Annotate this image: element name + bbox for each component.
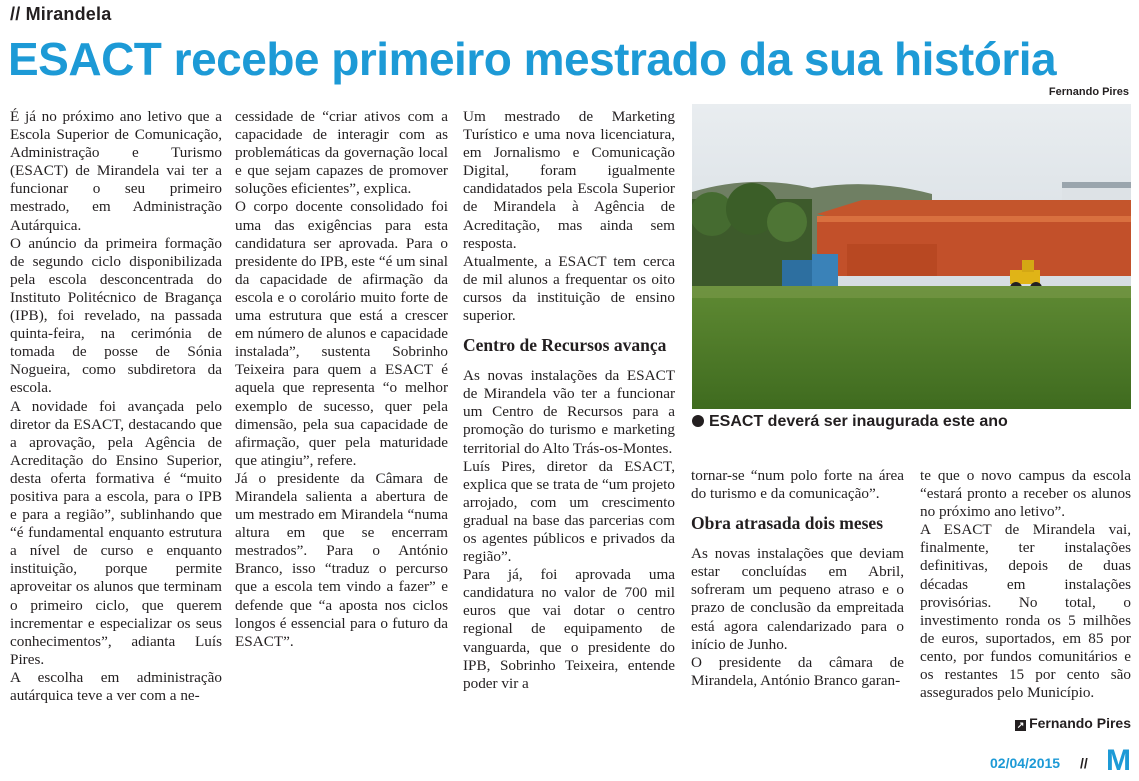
article-column-4 [691,467,904,690]
subheading-obra-atrasada: Obra atrasada dois meses [691,513,884,534]
footer-date: 02/04/2015 [990,755,1061,771]
publication-logo: M [1106,744,1131,777]
article-column-1 [10,108,222,705]
paragraph: tornar-se “num polo forte na área do turismo e da comunicação”. [691,467,904,503]
paragraph: É já no próximo ano letivo que a Escola Superior de Comunicação, Administração e Turismo (ESACT) de Mirandela vai ter a funcionar o seu primeiro mestrado, em Administração Autárquica. [10,108,222,234]
photo-caption [692,413,1008,431]
paragraph: Já o presidente da Câmara de Mirandela salienta a abertura de um mestrado em Mirandela “numa altura em que se encerram mestrados”. Para o António Branco, isso “traduz o percurso que a escola tem vindo a fazer” e defende que “a aposta nos ciclos longos é essencial para o futuro da ESACT”. [235,469,448,650]
bullet-icon [692,415,704,427]
headline: ESACT recebe primeiro mestrado da sua história [8,33,1057,85]
author-signature [1015,715,1131,731]
section-label: // Mirandela [10,4,112,24]
article-column-3 [463,108,675,693]
article-column-2 [235,108,448,651]
paragraph: A ESACT de Mirandela vai, finalmente, ter instalações definitivas, depois de duas décadas em instalações provisórias. No total, o investimento ronda os 5 milhões de euros, suportados, em 85 por cento, por fundos comunitários e os restantes 15 por cento são assegurados pelo Município. [920,521,1131,702]
paragraph: As novas instalações da ESACT de Mirandela vão ter a funcionar um Centro de Recursos para a promoção do turismo e marketing territorial do Alto Trás-os-Montes. [463,367,675,457]
paragraph: O presidente da câmara de Mirandela, António Branco garan- [691,653,904,689]
paragraph: Um mestrado de Marketing Turístico e uma nova licenciatura, em Jornalismo e Comunicação Digital, foram igualmente candidatados pela Escola Superior de Mirandela à Agência de Acreditação, mas ainda sem resposta. [463,108,675,252]
footer-separator: // [1080,755,1088,771]
paragraph: As novas instalações que deviam estar concluídas em Abril, sofreram um pequeno atraso e o prazo de conclusão da empreitada está agora calendarizado para o início de Junho. [691,545,904,653]
paragraph: A escolha em administração autárquica teve a ver com a ne- [10,668,222,704]
caption-text: ESACT deverá ser inaugurada este ano [709,413,1008,430]
paragraph: te que o novo campus da escola “estará pronto a receber os alunos no próximo ano letivo”. [920,467,1131,521]
paragraph: O anúncio da primeira formação de segundo ciclo disponibilizada pela escola desconcentrada do Instituto Politécnico de Bragança (IPB), foi revelado, na passada quinta-feira, na cerimónia de tomada de posse de Sónia Nogueira, como subdiretora da escola. [10,234,222,397]
paragraph: Luís Pires, diretor da ESACT, explica que se trata de “um projeto arrojado, com um crescimento gradual na base das parcerias com os agentes públicos e privados da região”. [463,457,675,566]
paragraph: A novidade foi avançada pelo diretor da ESACT, destacando que a aprovação, pela Agência de Acreditação do Ensino Superior, desta oferta formativa é “muito positiva para a escola, para o IPB e para a região”, sublinhando que “é fundamental enquanto estrutura a nível de curso e enquanto instituição, porque permite aproveitar os alunos que terminam o primeiro ciclo, que querem incrementar e especializar os seus conhecimentos”, adianta Luís Pires. [10,397,222,668]
subheading-centro-recursos: Centro de Recursos avança [463,335,667,356]
building-photo [692,104,1131,409]
building-photo-icon [692,104,1131,409]
paragraph: Atualmente, a ESACT tem cerca de mil alunos a frequentar os oito cursos da instituição de ensino superior. [463,252,675,325]
byline-top: Fernando Pires [1048,86,1129,98]
paragraph: Para já, foi aprovada uma candidatura no valor de 700 mil euros que vai dotar o centro regional de equipamento de vanguarda, que o presidente do IPB, Sobrinho Teixeira, entende poder vir a [463,566,675,692]
paragraph: O corpo docente consolidado foi uma das exigências para esta candidatura ser aprovada. Para o presidente do IPB, este “é um sinal da capacidade de afirmação da escola e o corolário muito forte de uma estrutura que está a crescer em número de alunos e capacidade instalada”, sustenta Sobrinho Teixeira para quem a ESACT é aquela que representa “o melhor exemplo de sucesso, quer pela dimensão, pela sua capacidade de afirmação, quer pela maturidade que atingiu”, refere. [235,198,448,469]
paragraph: cessidade de “criar ativos com a capacidade de interagir com as problemáticas da governação local e que sejam capazes de promover soluções eficientes”, explica. [235,108,448,198]
signature-name: Fernando Pires [1029,715,1131,731]
article-column-5 [920,467,1131,702]
arrow-icon: ↗ [1016,720,1025,730]
